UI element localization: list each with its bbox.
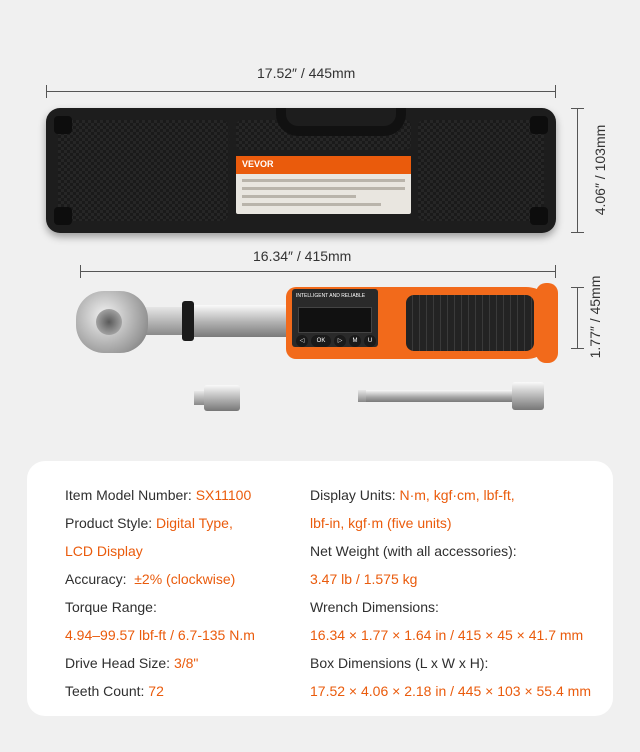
m-button-icon: M [349, 335, 361, 347]
wrench-height-label: 1.77″ / 45mm [587, 267, 603, 367]
right-arrow-icon: ▷ [334, 335, 346, 347]
wrench-buttons [296, 335, 376, 347]
vevor-logo: VEVOR [236, 156, 411, 174]
case-handle [276, 108, 406, 136]
carrying-case-image [46, 108, 556, 233]
ok-button-icon: OK [311, 335, 331, 347]
ratchet-head [76, 291, 148, 353]
case-height-label: 4.06″ / 103mm [592, 115, 608, 225]
spec-torque-label: Torque Range: [65, 599, 157, 615]
spec-accuracy: Accuracy: ±2% (clockwise) [65, 571, 236, 587]
spec-weight-label: Net Weight (with all accessories): [310, 543, 517, 559]
spec-weight-value: 3.47 lb / 1.575 kg [310, 571, 418, 587]
torque-wrench-image [76, 287, 556, 359]
spec-torque-value: 4.94–99.57 lbf-ft / 6.7-135 N.m [65, 627, 255, 643]
spec-box-dim-value: 17.52 × 4.06 × 2.18 in / 445 × 103 × 55.4 mm [310, 683, 591, 699]
wrench-length-label: 16.34″ / 415mm [248, 248, 356, 264]
spec-style-cont: LCD Display [65, 543, 143, 559]
spec-style: Product Style: Digital Type, [65, 515, 233, 531]
case-length-dimension-line [46, 91, 556, 92]
case-height-dimension-line [577, 108, 578, 233]
spec-wrench-dim-value: 16.34 × 1.77 × 1.64 in / 415 × 45 × 41.7 mm [310, 627, 584, 643]
spec-model: Item Model Number: SX11100 [65, 487, 252, 503]
specs-card [27, 461, 613, 716]
wrench-height-dimension-line [577, 287, 578, 349]
left-arrow-icon: ◁ [296, 335, 308, 347]
spec-wrench-dim-label: Wrench Dimensions: [310, 599, 439, 615]
u-button-icon: U [364, 335, 376, 347]
wrench-digital-body [286, 287, 556, 359]
lcd-screen: INTELLIGENT AND RELIABLE [292, 289, 378, 347]
extension-bar-image [358, 382, 544, 410]
wrench-length-dimension-line [80, 271, 556, 272]
spec-units: Display Units: N·m, kgf·cm, lbf-ft, [310, 487, 515, 503]
rubber-grip [406, 295, 534, 351]
case-length-label: 17.52″ / 445mm [252, 65, 360, 81]
case-label [236, 156, 411, 214]
spec-drive: Drive Head Size: 3/8" [65, 655, 199, 671]
wrench-shaft [192, 305, 292, 337]
spec-units-cont: lbf-in, kgf·m (five units) [310, 515, 452, 531]
socket-adapter-image [194, 385, 240, 411]
spec-teeth: Teeth Count: 72 [65, 683, 164, 699]
spec-box-dim-label: Box Dimensions (L x W x H): [310, 655, 489, 671]
